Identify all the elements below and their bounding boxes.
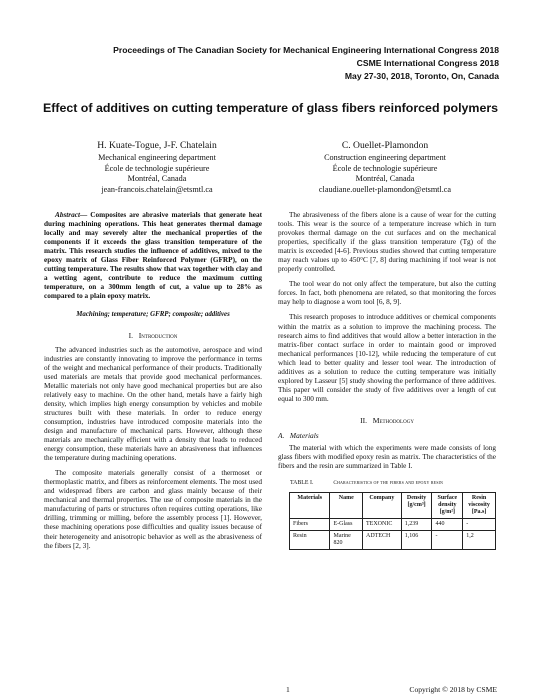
- abstract-text: Composites are abrasive materials that generate heat during machining operations. This heat generates thermal damage locally and may severely alter the mechanical properties of the components if it exceeds the glass transition temperature of the matrix. This research studies the influence of additives, mixed to the epoxy matrix of Glass Fiber Reinforced Polymer (GFRP), on the cutting temperature. The results show that wax together with clay and a wetting agent, contribute to reduce the maximum cutting temperature, on a 300mm length of cut, a value up to 28% as compared to a plain epoxy matrix.: [44, 211, 262, 301]
- proceedings-header: [113, 44, 499, 83]
- materials-table: [289, 492, 496, 550]
- header-density: Density [g/cm³]: [401, 493, 432, 519]
- header-materials: Materials: [290, 493, 330, 519]
- table-row: [290, 531, 496, 550]
- body-paragraph: This research proposes to introduce additives or chemical components within the matrix as a solution to improve the machining process. The research aims to find additives that would allow a better interaction in the matrix-fiber contact surface in order to maintain good or improved mechanical performances [10-12], while reducing the temperature of cut which lead to better quality and lesser tool wear. The introduction of additives as a solution to reduce the cutting temperature was initially explored by Lasseur [5] study showing the performance of three additives. This paper will consider the study of five additives over a length of cut equal to 300 mm.: [278, 313, 496, 403]
- cell-name: Marine 820: [330, 531, 363, 550]
- table-row: [290, 519, 496, 531]
- author-city: Montréal, Canada: [355, 174, 415, 184]
- author-block-right: [270, 139, 500, 195]
- cell-company: TEXONIC: [363, 519, 402, 531]
- copyright-notice: Copyright © 2018 by CSME: [409, 685, 497, 694]
- author-school: École de technologie supérieure: [332, 163, 438, 173]
- cell-materials: Fibers: [290, 519, 330, 531]
- cell-density: 1,239: [401, 519, 432, 531]
- section-number: II.: [360, 415, 368, 425]
- cell-name: E-Glass: [330, 519, 363, 531]
- cell-materials: Resin: [290, 531, 330, 550]
- author-name: C. Ouellet-Plamondon: [341, 140, 429, 151]
- header-congress-line: CSME International Congress 2018: [356, 58, 499, 68]
- cell-density: 1,106: [401, 531, 432, 550]
- author-city: Montréal, Canada: [127, 174, 187, 184]
- header-company: Company: [363, 493, 402, 519]
- materials-paragraph: The material with which the experiments were made consists of long glass fibers with modified epoxy resin as matrix. The characteristics of the fibers and the resin are summarized in Table I.: [278, 444, 496, 471]
- cell-company: ADTECH: [363, 531, 402, 550]
- table-header-row: [290, 493, 496, 519]
- section-heading-methodology: [278, 416, 496, 425]
- cell-resin-viscosity: -: [463, 519, 496, 531]
- author-block-left: [42, 139, 272, 195]
- right-column: [278, 211, 496, 550]
- intro-paragraph: The advanced industries such as the automotive, aerospace and wind industries are constantly innovating to improve the performance in terms of the weight and mechanical performance of their products. Traditionally used materials are metals that provide good mechanical performances. Metallic materials not only have good mechanical properties but are also relatively easy to machine. On the other hand, metals have a fairly high density, which implies high energy consumption by vehicles and mobile structures built with these materials. In order to reduce energy consumption, industries have introduced composite materials into the design and manufacture of mechanical parts. However, although these materials are mechanically efficient with a density that leads to reduced energy consumption, these materials have an abrasiveness that influences the temperature during machining operations.: [44, 345, 262, 463]
- author-department: Construction engineering department: [324, 153, 446, 162]
- author-email: claudiane.ouellet-plamondon@etsmtl.ca: [318, 184, 452, 194]
- table-caption-title: Characteristics of the fibers and epoxy resin: [333, 480, 443, 487]
- body-paragraph: The tool wear do not only affect the temperature, but also the cutting forces. In fact, both phenomena are related, so that monitoring the forces may help to diagnose a worn tool [6, 8, 9].: [278, 280, 496, 307]
- intro-paragraph: The composite materials generally consist of a thermoset or thermoplastic matrix, and fibers as reinforcement elements. The most used and widespread fibers are carbon and glass mainly because of their mechanical and thermal properties. The use of composite materials in the manufacturing of parts or structures often requires cutting operations, like drilling, trimming or milling, before the assembly process [1]. However, these machining operations pose difficulties and quality issues because of their heterogeneity and anisotropic behavior as well as the abrasiveness of the fibers [2, 3].: [44, 469, 262, 550]
- header-surface-density: Surface density [g/m²]: [432, 493, 463, 519]
- section-heading-introduction: [44, 331, 262, 340]
- body-paragraph: The abrasiveness of the fibers alone is a cause of wear for the cutting tools. This wear is the source of a temperature increase which in turn provokes thermal damage on the cut surfaces and on the mechanical properties, specifically if the glass transition temperature (Tg) of the matrix is exceeded [4-6]. Previous studies showed that cutting temperature may reach values up to 450°C [7, 8] during machining if tool wear is not properly controlled.: [278, 211, 496, 274]
- subsection-label: A.: [278, 430, 285, 440]
- subsection-heading-materials: [278, 431, 496, 440]
- table-caption: [290, 479, 496, 488]
- abstract-label: Abstract—: [55, 211, 88, 219]
- header-date-line: May 27-30, 2018, Toronto, On, Canada: [344, 71, 499, 81]
- author-email: jean-francois.chatelain@etsmtl.ca: [101, 184, 213, 194]
- header-conference-line: Proceedings of The Canadian Society for Mechanical Engineering International Congress 2018: [113, 45, 499, 55]
- cell-surface-density: 440: [432, 519, 463, 531]
- author-name: H. Kuate-Togue, J-F. Chatelain: [97, 140, 217, 151]
- header-name: Name: [330, 493, 363, 519]
- page-number: 1: [286, 685, 290, 694]
- author-department: Mechanical engineering department: [98, 153, 216, 162]
- left-column: [44, 211, 262, 557]
- table-label: TABLE I.: [290, 480, 314, 487]
- section-title: Methodology: [372, 415, 414, 425]
- subsection-title: Materials: [289, 430, 319, 440]
- author-school: École de technologie supérieure: [104, 163, 210, 173]
- section-title: Introduction: [138, 330, 178, 340]
- header-resin-viscosity: Resin viscosity [Pa.s]: [463, 493, 496, 519]
- section-number: I.: [128, 330, 134, 340]
- keywords: Machining; temperature; GFRP; composite; additives: [76, 311, 230, 319]
- cell-surface-density: -: [432, 531, 463, 550]
- abstract: [44, 211, 262, 301]
- cell-resin-viscosity: 1,2: [463, 531, 496, 550]
- paper-title: Effect of additives on cutting temperature of glass fibers reinforced polymers: [42, 101, 499, 115]
